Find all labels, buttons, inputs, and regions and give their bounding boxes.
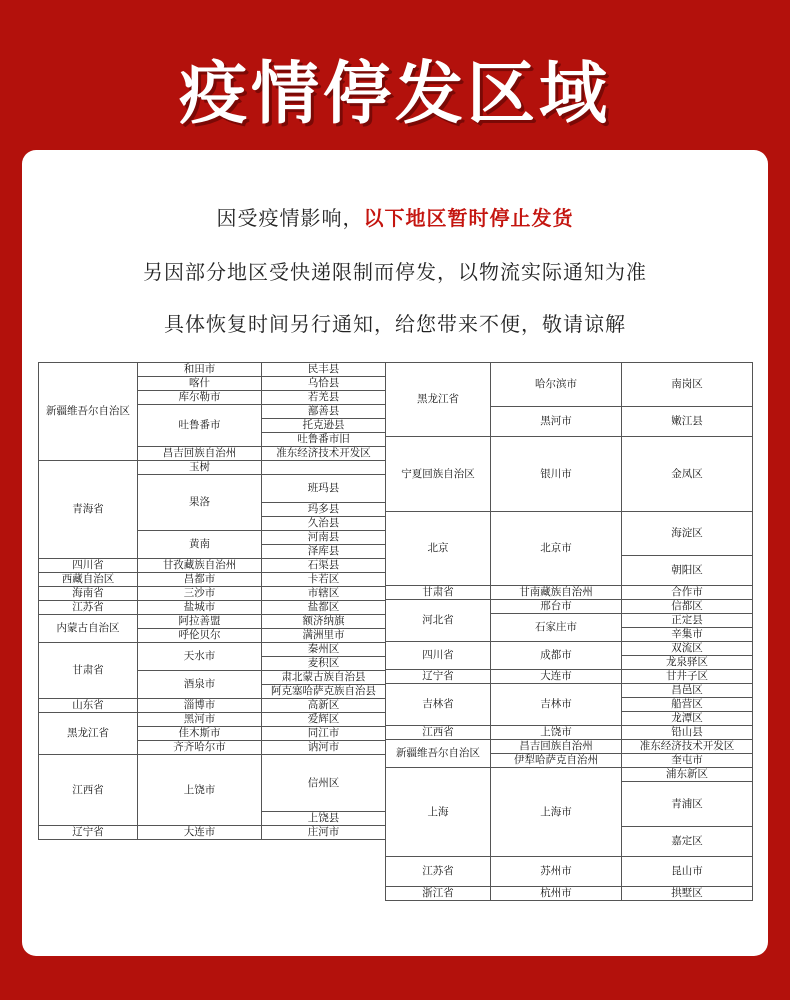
- region-cell: 庄河市: [262, 826, 386, 840]
- region-cell: [262, 461, 386, 475]
- region-cell: 高新区: [262, 699, 386, 713]
- region-cell: 上海: [386, 768, 491, 857]
- table-row: [386, 600, 753, 614]
- region-cell: 准东经济技术开发区: [262, 447, 386, 461]
- region-cell: 喀什: [138, 377, 262, 391]
- suspended-regions-table-right: [385, 362, 753, 901]
- table-row: [386, 857, 753, 887]
- region-cell: 龙泉驿区: [622, 656, 753, 670]
- region-cell: 上饶市: [138, 755, 262, 826]
- region-cell: 龙潭区: [622, 712, 753, 726]
- region-cell: 大连市: [491, 670, 622, 684]
- region-cell: 苏州市: [491, 857, 622, 887]
- region-cell: 额济纳旗: [262, 615, 386, 629]
- region-cell: 河南县: [262, 531, 386, 545]
- table-row: [39, 643, 386, 657]
- region-cell: 内蒙古自治区: [39, 615, 138, 643]
- region-cell: 呼伦贝尔: [138, 629, 262, 643]
- table-row: [386, 642, 753, 656]
- table-row: [386, 363, 753, 407]
- region-cell: 江西省: [39, 755, 138, 826]
- notice-line-3: 具体恢复时间另行通知，给您带来不便，敬请谅解: [164, 312, 626, 336]
- region-cell: 满洲里市: [262, 629, 386, 643]
- region-cell: 嫩江县: [622, 407, 753, 437]
- region-cell: 成都市: [491, 642, 622, 670]
- region-cell: 合作市: [622, 586, 753, 600]
- table-row: [39, 826, 386, 840]
- region-cell: 北京: [386, 512, 491, 586]
- notice-line-1-highlight: 以下地区暂时停止发货: [363, 206, 574, 230]
- region-cell: 天水市: [138, 643, 262, 671]
- region-cell: 佳木斯市: [138, 727, 262, 741]
- region-cell: 黑河市: [138, 713, 262, 727]
- region-cell: 盐都区: [262, 601, 386, 615]
- region-cell: 吉林市: [491, 684, 622, 726]
- region-cell: 奎屯市: [622, 754, 753, 768]
- region-cell: 江西省: [386, 726, 491, 740]
- table-row: [39, 363, 386, 377]
- region-cell: 四川省: [386, 642, 491, 670]
- region-cell: 黄南: [138, 531, 262, 559]
- region-cell: 黑龙江省: [39, 713, 138, 755]
- table-row: [386, 437, 753, 512]
- notice-line-1-prefix: 因受疫情影响，: [216, 206, 364, 230]
- region-cell: 河北省: [386, 600, 491, 642]
- region-cell: 邢台市: [491, 600, 622, 614]
- region-cell: 同江市: [262, 727, 386, 741]
- region-cell: 民丰县: [262, 363, 386, 377]
- region-cell: 鄯善县: [262, 405, 386, 419]
- table-row: [386, 726, 753, 740]
- region-cell: 双流区: [622, 642, 753, 656]
- table-row: [386, 586, 753, 600]
- region-cell: 库尔勒市: [138, 391, 262, 405]
- region-cell: 辽宁省: [386, 670, 491, 684]
- region-cell: 玛多县: [262, 503, 386, 517]
- region-cell: 昆山市: [622, 857, 753, 887]
- table-row: [39, 573, 386, 587]
- region-cell: 上海市: [491, 768, 622, 857]
- region-cell: 正定县: [622, 614, 753, 628]
- region-cell: 吐鲁番市: [138, 405, 262, 447]
- table-row: [39, 559, 386, 573]
- region-cell: 上饶市: [491, 726, 622, 740]
- region-cell: 昌吉回族自治州: [491, 740, 622, 754]
- region-cell: 齐齐哈尔市: [138, 741, 262, 755]
- region-cell: 甘孜藏族自治州: [138, 559, 262, 573]
- notice-line-2: 另因部分地区受快递限制而停发，以物流实际通知为准: [143, 260, 647, 284]
- region-cell: 阿克塞哈萨克族自治县: [262, 685, 386, 699]
- region-cell: 浙江省: [386, 887, 491, 901]
- region-cell: 山东省: [39, 699, 138, 713]
- region-cell: 若羌县: [262, 391, 386, 405]
- region-cell: 上饶县: [262, 812, 386, 826]
- region-cell: 铅山县: [622, 726, 753, 740]
- region-cell: 哈尔滨市: [491, 363, 622, 407]
- region-cell: 辛集市: [622, 628, 753, 642]
- region-cell: 黑龙江省: [386, 363, 491, 437]
- region-cell: 新疆维吾尔自治区: [386, 740, 491, 768]
- region-cell: 嘉定区: [622, 827, 753, 857]
- region-cell: 西藏自治区: [39, 573, 138, 587]
- table-row: [386, 670, 753, 684]
- region-cell: 杭州市: [491, 887, 622, 901]
- region-cell: 甘南藏族自治州: [491, 586, 622, 600]
- region-cell: 拱墅区: [622, 887, 753, 901]
- region-cell: 江苏省: [39, 601, 138, 615]
- region-cell: 爱辉区: [262, 713, 386, 727]
- region-cell: 甘肃省: [386, 586, 491, 600]
- region-cell: 盐城市: [138, 601, 262, 615]
- region-cell: 南岗区: [622, 363, 753, 407]
- region-cell: 讷河市: [262, 741, 386, 755]
- region-cell: 大连市: [138, 826, 262, 840]
- region-cell: 甘肃省: [39, 643, 138, 699]
- notice-card: [22, 150, 768, 956]
- region-cell: 果洛: [138, 475, 262, 531]
- region-cell: 托克逊县: [262, 419, 386, 433]
- region-cell: 江苏省: [386, 857, 491, 887]
- region-cell: 昌都市: [138, 573, 262, 587]
- region-cell: 吐鲁番市旧: [262, 433, 386, 447]
- region-cell: 海南省: [39, 587, 138, 601]
- table-row: [39, 461, 386, 475]
- region-cell: 吉林省: [386, 684, 491, 726]
- region-cell: 乌恰县: [262, 377, 386, 391]
- region-cell: 石渠县: [262, 559, 386, 573]
- region-cell: 肃北蒙古族自治县: [262, 671, 386, 685]
- region-cell: 秦州区: [262, 643, 386, 657]
- region-cell: 淄博市: [138, 699, 262, 713]
- region-cell: 泽库县: [262, 545, 386, 559]
- region-cell: 玉树: [138, 461, 262, 475]
- region-cell: 三沙市: [138, 587, 262, 601]
- table-row: [39, 755, 386, 812]
- region-cell: 酒泉市: [138, 671, 262, 699]
- table-row: [386, 768, 753, 782]
- region-cell: 久治县: [262, 517, 386, 531]
- region-cell: 浦东新区: [622, 768, 753, 782]
- region-cell: 黑河市: [491, 407, 622, 437]
- region-cell: 朝阳区: [622, 556, 753, 586]
- region-cell: 信都区: [622, 600, 753, 614]
- region-cell: 和田市: [138, 363, 262, 377]
- region-cell: 信州区: [262, 755, 386, 812]
- region-cell: 石家庄市: [491, 614, 622, 642]
- region-cell: 麦积区: [262, 657, 386, 671]
- table-row: [386, 740, 753, 754]
- region-cell: 阿拉善盟: [138, 615, 262, 629]
- region-cell: 新疆维吾尔自治区: [39, 363, 138, 461]
- region-cell: 伊犁哈萨克自治州: [491, 754, 622, 768]
- region-cell: 甘井子区: [622, 670, 753, 684]
- suspended-regions-table-left: [38, 362, 386, 840]
- table-row: [39, 699, 386, 713]
- region-cell: 宁夏回族自治区: [386, 437, 491, 512]
- notice-line-1: [22, 202, 768, 231]
- region-cell: 市辖区: [262, 587, 386, 601]
- region-cell: 准东经济技术开发区: [622, 740, 753, 754]
- table-row: [39, 713, 386, 727]
- page-title: 疫情停发区域: [178, 55, 611, 134]
- table-row: [386, 684, 753, 698]
- region-cell: 卡若区: [262, 573, 386, 587]
- region-cell: 金凤区: [622, 437, 753, 512]
- table-row: [386, 887, 753, 901]
- table-row: [39, 587, 386, 601]
- region-cell: 北京市: [491, 512, 622, 586]
- table-row: [386, 512, 753, 556]
- region-cell: 海淀区: [622, 512, 753, 556]
- table-row: [39, 615, 386, 629]
- table-row: [39, 601, 386, 615]
- region-cell: 昌邑区: [622, 684, 753, 698]
- region-cell: 辽宁省: [39, 826, 138, 840]
- region-cell: 船营区: [622, 698, 753, 712]
- region-cell: 青海省: [39, 461, 138, 559]
- region-cell: 青浦区: [622, 782, 753, 827]
- region-cell: 四川省: [39, 559, 138, 573]
- region-cell: 银川市: [491, 437, 622, 512]
- region-cell: 班玛县: [262, 475, 386, 503]
- region-cell: 昌吉回族自治州: [138, 447, 262, 461]
